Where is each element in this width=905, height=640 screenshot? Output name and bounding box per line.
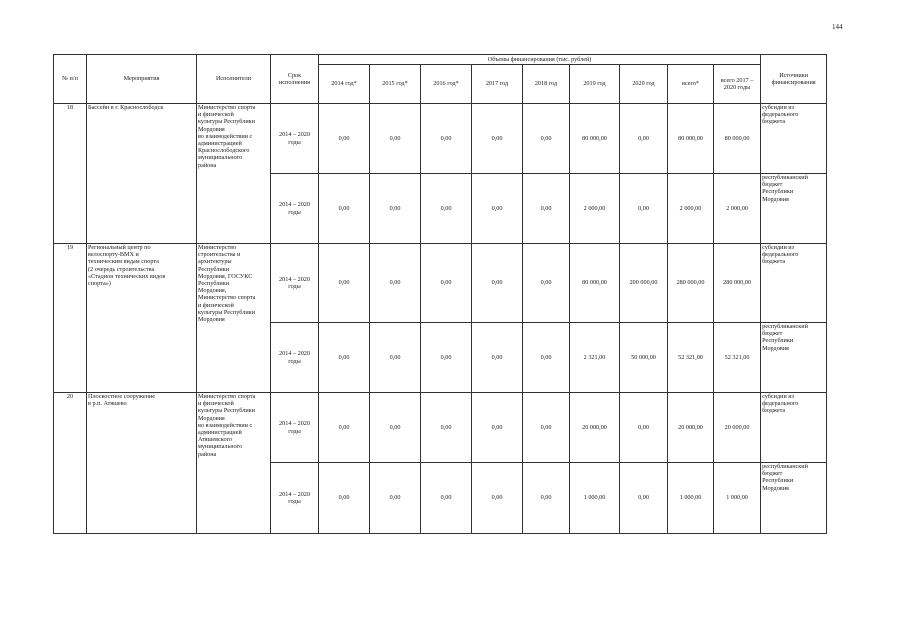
table-row	[54, 244, 827, 323]
header-year-2018: 2018 год	[523, 65, 570, 104]
value-total: 280 000,00	[668, 244, 714, 323]
value-2018: 0,00	[523, 244, 570, 323]
value-2020: 200 000,00	[620, 244, 668, 323]
item-event: Региональный центр по велоспорту-BMX и техническим видам спорта (2 очередь строительства «Стадион технических видов спорта»)	[87, 244, 197, 393]
item-executors: Министерство спорта и физической культуры Республики Мордовия во взаимодействии с администрацией Атяшевского муниципального района	[197, 393, 271, 534]
value-2014: 0,00	[319, 393, 370, 463]
row-source: республиканский бюджет Республики Мордовия	[761, 463, 827, 534]
row-source: республиканский бюджет Республики Мордовия	[761, 174, 827, 244]
value-2017: 0,00	[472, 104, 523, 174]
value-2014: 0,00	[319, 463, 370, 534]
value-2017: 0,00	[472, 244, 523, 323]
header-year-2015: 2015 год*	[370, 65, 421, 104]
value-2020: 0,00	[620, 463, 668, 534]
header-year-2019: 2019 год	[570, 65, 620, 104]
header-year-2016: 2016 год*	[421, 65, 472, 104]
value-2017: 0,00	[472, 323, 523, 393]
item-executors: Министерство строительства и архитектуры Республики Мордовия, ГОСУКС Республики Мордовия, Министерство спорта и физической культуры Республики Мордовия	[197, 244, 271, 393]
value-2017: 0,00	[472, 463, 523, 534]
value-2019: 80 000,00	[570, 104, 620, 174]
value-2015: 0,00	[370, 393, 421, 463]
item-number: 20	[54, 393, 87, 534]
value-2015: 0,00	[370, 104, 421, 174]
value-2020: 0,00	[620, 393, 668, 463]
item-event: Бассейн в г. Краснослободск	[87, 104, 197, 244]
value-2015: 0,00	[370, 463, 421, 534]
item-event: Плоскостное сооружение в р.п. Атяшево	[87, 393, 197, 534]
value-total: 1 000,00	[668, 463, 714, 534]
item-executors: Министерство спорта и физической культуры Республики Мордовия во взаимодействии с администрацией Краснослободского муниципального района	[197, 104, 271, 244]
header-year-2017: 2017 год	[472, 65, 523, 104]
value-2016: 0,00	[421, 104, 472, 174]
value-2016: 0,00	[421, 393, 472, 463]
value-2016: 0,00	[421, 244, 472, 323]
header-volumes: Объемы финансирования (тыс. рублей)	[319, 55, 761, 65]
value-2018: 0,00	[523, 174, 570, 244]
row-source: субсидии из федерального бюджета	[761, 393, 827, 463]
value-total-2017-2020: 20 000,00	[714, 393, 761, 463]
header-num: № п/п	[54, 55, 87, 104]
item-number: 19	[54, 244, 87, 393]
item-number: 18	[54, 104, 87, 244]
value-2020: 0,00	[620, 104, 668, 174]
value-2014: 0,00	[319, 323, 370, 393]
value-2020: 0,00	[620, 174, 668, 244]
row-source: республиканский бюджет Республики Мордовия	[761, 323, 827, 393]
header-total: всего*	[668, 65, 714, 104]
row-term: 2014 – 2020 годы	[271, 463, 319, 534]
value-2018: 0,00	[523, 104, 570, 174]
value-2019: 2 000,00	[570, 174, 620, 244]
value-2018: 0,00	[523, 393, 570, 463]
header-event: Мероприятия	[87, 55, 197, 104]
row-source: субсидии из федерального бюджета	[761, 244, 827, 323]
value-2020: 50 000,00	[620, 323, 668, 393]
value-total: 20 000,00	[668, 393, 714, 463]
value-total-2017-2020: 1 000,00	[714, 463, 761, 534]
value-2019: 20 000,00	[570, 393, 620, 463]
value-2016: 0,00	[421, 174, 472, 244]
value-total-2017-2020: 280 000,00	[714, 244, 761, 323]
header-year-2014: 2014 год*	[319, 65, 370, 104]
value-total-2017-2020: 80 000,00	[714, 104, 761, 174]
financing-table	[53, 54, 827, 534]
row-term: 2014 – 2020 годы	[271, 104, 319, 174]
row-term: 2014 – 2020 годы	[271, 174, 319, 244]
value-2017: 0,00	[472, 174, 523, 244]
value-2017: 0,00	[472, 393, 523, 463]
header-executors: Исполнители	[197, 55, 271, 104]
value-total: 52 321,00	[668, 323, 714, 393]
value-total-2017-2020: 2 000,00	[714, 174, 761, 244]
value-2019: 80 000,00	[570, 244, 620, 323]
row-term: 2014 – 2020 годы	[271, 244, 319, 323]
row-term: 2014 – 2020 годы	[271, 393, 319, 463]
value-total: 80 000,00	[668, 104, 714, 174]
header-total-2017-2020: всего 2017 – 2020 годы	[714, 65, 761, 104]
value-2019: 1 000,00	[570, 463, 620, 534]
value-2016: 0,00	[421, 463, 472, 534]
header-term: Срок исполнения	[271, 55, 319, 104]
header-year-2020: 2020 год	[620, 65, 668, 104]
row-source: субсидии из федерального бюджета	[761, 104, 827, 174]
value-2015: 0,00	[370, 174, 421, 244]
value-total-2017-2020: 52 321,00	[714, 323, 761, 393]
page-number: 144	[832, 23, 843, 31]
table-row	[54, 393, 827, 463]
table-row	[54, 104, 827, 174]
value-2014: 0,00	[319, 104, 370, 174]
value-2014: 0,00	[319, 174, 370, 244]
value-2018: 0,00	[523, 323, 570, 393]
value-2014: 0,00	[319, 244, 370, 323]
value-2015: 0,00	[370, 323, 421, 393]
value-2019: 2 321,00	[570, 323, 620, 393]
value-total: 2 000,00	[668, 174, 714, 244]
value-2015: 0,00	[370, 244, 421, 323]
value-2016: 0,00	[421, 323, 472, 393]
header-source: Источники финансирования	[761, 55, 827, 104]
row-term: 2014 – 2020 годы	[271, 323, 319, 393]
value-2018: 0,00	[523, 463, 570, 534]
